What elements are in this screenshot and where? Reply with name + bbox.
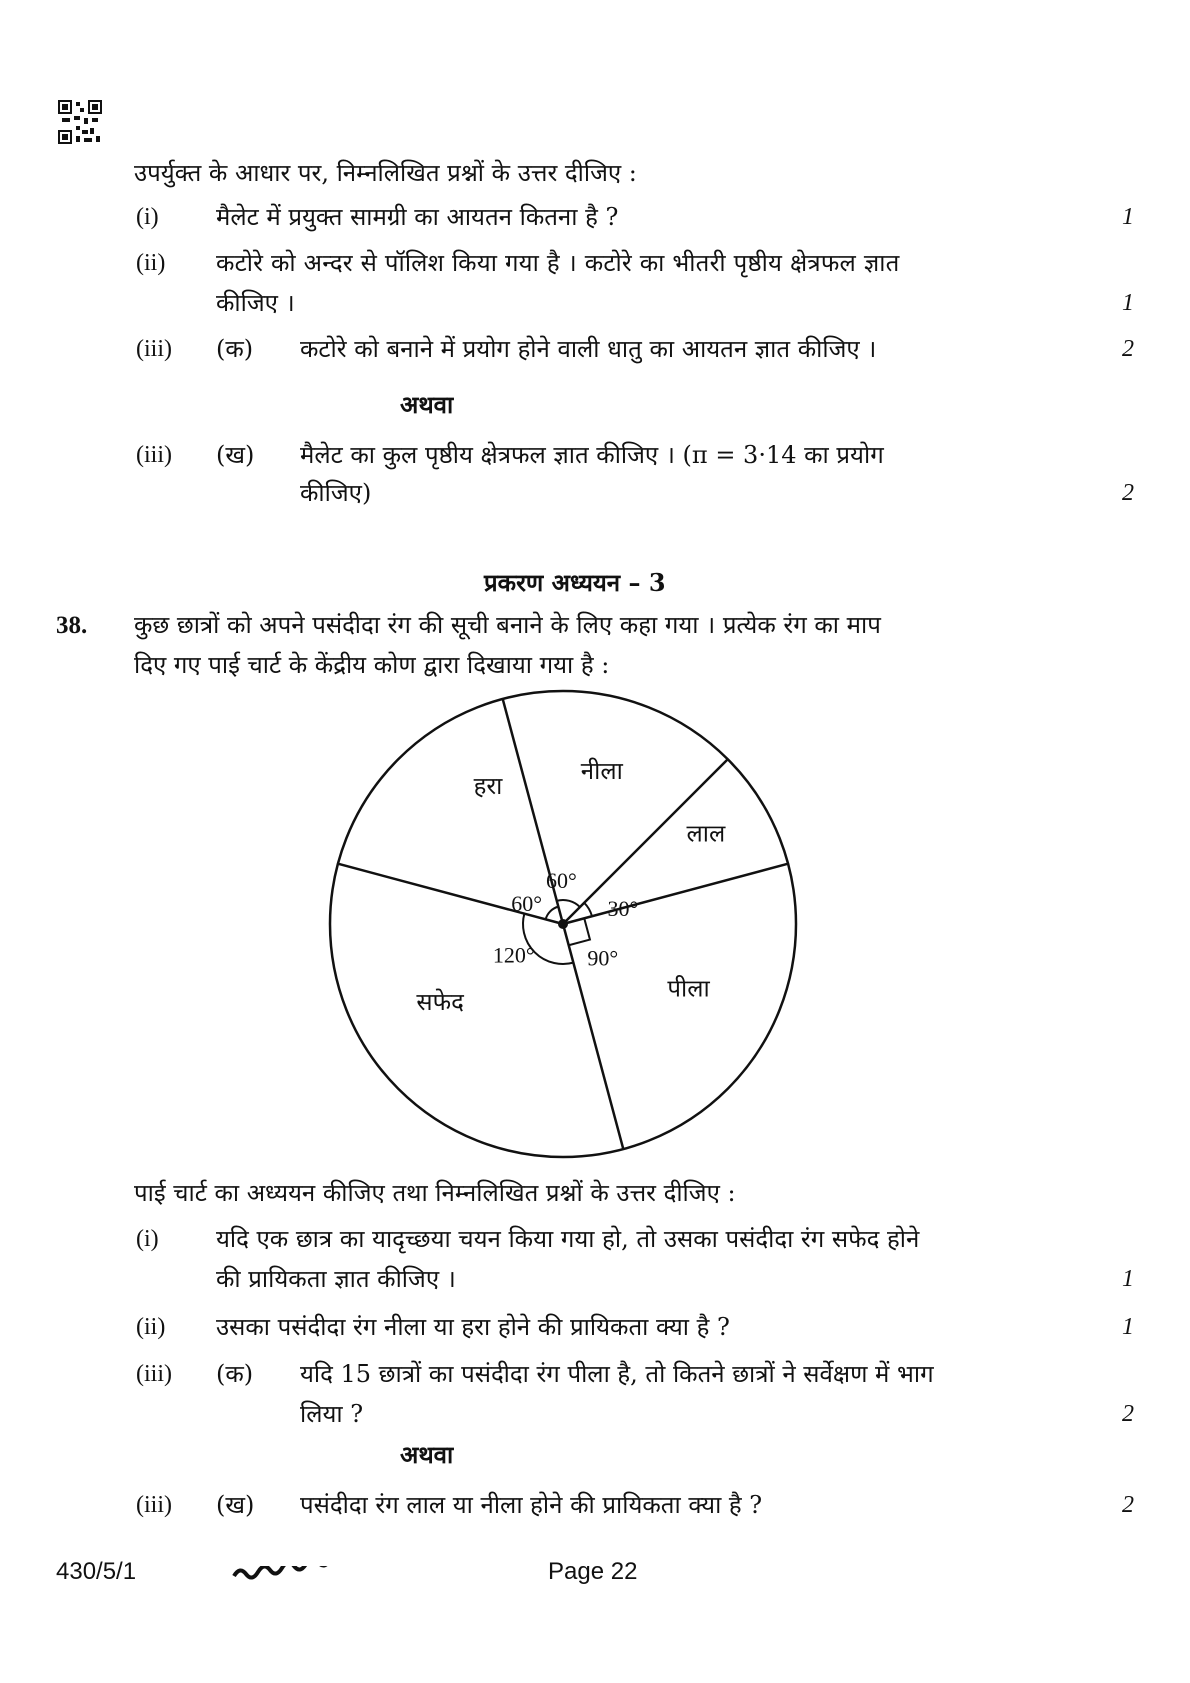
pie-center-dot [558,919,568,929]
sub-part-label: (क) [216,335,254,363]
or-label: अथवा [400,390,454,419]
or-label: अथवा [400,1440,454,1469]
angle-label: 60° [511,891,543,916]
marks: 2 [1122,1401,1134,1427]
question-number: (iii) [136,336,172,362]
angle-arc [557,900,580,907]
section-heading: प्रकरण अध्ययन – 3 [484,568,666,597]
qr-code-icon [58,100,102,144]
sub-part-label: (ख) [216,1491,255,1519]
question-text-cont: लिया ? [300,1400,364,1428]
pie-labels [416,757,726,1016]
marks: 1 [1122,290,1134,316]
wave-ornament-icon [232,1566,342,1582]
angle-label: 60° [546,868,577,894]
question-stem: कुछ छात्रों को अपने पसंदीदा रंग की सूची बनाने के लिए कहा गया । प्रत्येक रंग का माप [134,611,881,639]
question-text: पसंदीदा रंग लाल या नीला होने की प्रायिकता क्या है ? [300,1491,763,1519]
question-number: (iii) [136,1361,172,1387]
marks: 2 [1122,480,1134,506]
question-number: (ii) [136,250,166,276]
slice-label: सफेद [416,990,464,1017]
paper-code: 430/5/1 [56,1558,137,1585]
angle-label: 120° [492,942,535,968]
question-text: यदि एक छात्र का यादृच्छया चयन किया गया हो, तो उसका पसंदीदा रंग सफेद होने [216,1225,920,1253]
pie-slices [330,691,796,1157]
question-number: (iii) [136,442,172,468]
question-text: कटोरे को अन्दर से पॉलिश किया गया है । कटोरे का भीतरी पृष्ठीय क्षेत्रफल ज्ञात [216,249,900,277]
sub-part-label: (क) [216,1360,254,1388]
angle-label: 90° [587,945,619,971]
question-text: मैलेट का कुल पृष्ठीय क्षेत्रफल ज्ञात कीजिए । (π = 3·14 का प्रयोग [300,441,884,469]
page-number: Page 22 [548,1558,638,1585]
instruction-text: उपर्युक्त के आधार पर, निम्नलिखित प्रश्नों के उत्तर दीजिए : [134,159,637,187]
marks: 1 [1122,1314,1134,1340]
slice-label: हरा [473,774,503,801]
slice-label: लाल [686,821,726,848]
angle-label: 30° [607,895,639,921]
pie-radius-line [563,864,788,924]
pie-chart [320,684,806,1170]
question-number: (ii) [136,1314,166,1340]
question-number: 38. [56,612,88,639]
slice-label: पीला [667,976,710,1003]
marks: 1 [1122,204,1134,230]
question-stem-cont: दिए गए पाई चार्ट के केंद्रीय कोण द्वारा दिखाया गया है : [134,651,610,679]
question-text-cont: की प्रायिकता ज्ञात कीजिए । [216,1265,456,1293]
angle-arc [584,903,592,916]
question-text: मैलेट में प्रयुक्त सामग्री का आयतन कितना है ? [216,203,619,231]
marks: 1 [1122,1266,1134,1292]
instruction-text: पाई चार्ट का अध्ययन कीजिए तथा निम्नलिखित प्रश्नों के उत्तर दीजिए : [134,1179,736,1207]
slice-label: नीला [580,759,623,786]
question-text: उसका पसंदीदा रंग नीला या हरा होने की प्रायिकता क्या है ? [216,1313,730,1341]
question-text-cont: कीजिए) [300,479,372,507]
question-number: (i) [136,204,159,230]
question-number: (i) [136,1226,159,1252]
question-number: (iii) [136,1492,172,1518]
sub-part-label: (ख) [216,441,255,469]
question-text-cont: कीजिए । [216,289,295,317]
marks: 2 [1122,336,1134,362]
marks: 2 [1122,1492,1134,1518]
angle-arc [546,907,559,920]
question-text: यदि 15 छात्रों का पसंदीदा रंग पीला है, तो कितने छात्रों ने सर्वेक्षण में भाग [300,1360,934,1388]
question-text: कटोरे को बनाने में प्रयोग होने वाली धातु का आयतन ज्ञात कीजिए । [300,335,877,363]
